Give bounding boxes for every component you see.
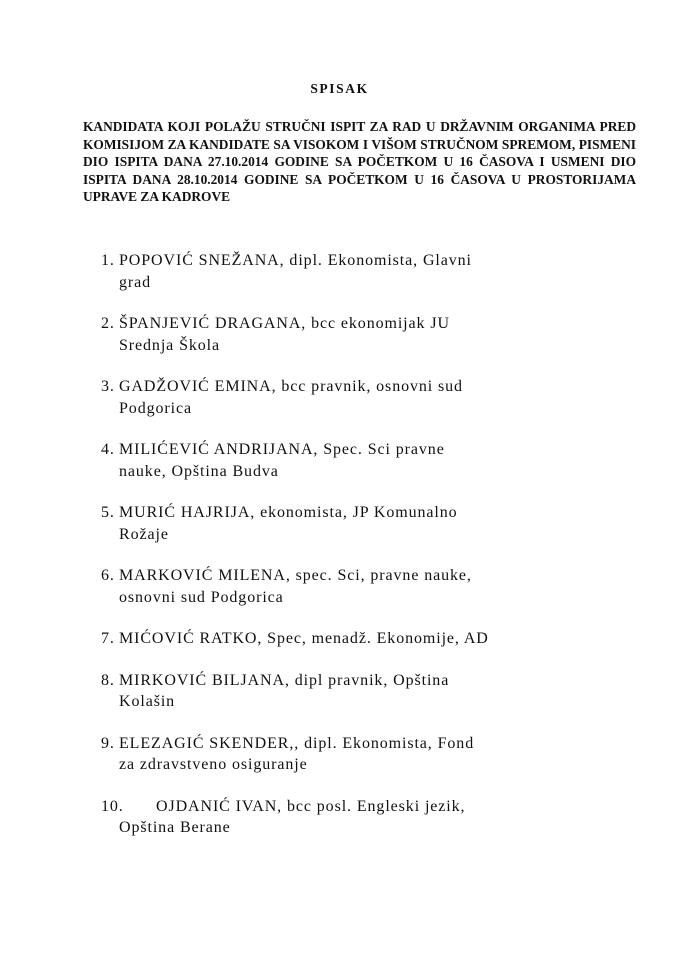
item-text: nauke, Opština Budva bbox=[119, 462, 279, 480]
item-number: 6. bbox=[101, 567, 115, 584]
item-text: ŠPANJEVIĆ DRAGANA, bcc ekonomijak JU bbox=[119, 315, 450, 332]
list-item bbox=[101, 628, 601, 650]
item-text: Podgorica bbox=[119, 399, 192, 417]
item-text: za zdravstveno osiguranje bbox=[119, 756, 308, 773]
list-item bbox=[101, 796, 601, 839]
item-number: 10. bbox=[101, 797, 124, 815]
item-text: Kolašin bbox=[119, 693, 176, 710]
item-text: GADŽOVIĆ EMINA, bcc pravnik, osnovni sud bbox=[119, 378, 463, 395]
item-text: osnovni sud Podgorica bbox=[119, 588, 284, 606]
item-number: 4. bbox=[101, 441, 115, 458]
list-item bbox=[101, 502, 601, 545]
item-text: ELEZAGIĆ SKENDER,, dipl. Ekonomista, Fond bbox=[119, 734, 475, 752]
item-text: Srednja Škola bbox=[119, 336, 221, 354]
list-item bbox=[101, 733, 601, 776]
item-text: MARKOVIĆ MILENA, spec. Sci, pravne nauke, bbox=[119, 567, 472, 584]
item-text: OJDANIĆ IVAN, bcc posl. Engleski jezik, bbox=[156, 797, 466, 815]
item-number: 2. bbox=[101, 315, 115, 332]
item-text: MIRKOVIĆ BILJANA, dipl pravnik, Opština bbox=[119, 671, 450, 689]
item-text: Rožaje bbox=[119, 525, 169, 543]
list-item bbox=[101, 376, 601, 419]
item-number: 5. bbox=[101, 504, 115, 521]
list-item bbox=[101, 313, 601, 356]
list-item bbox=[101, 250, 601, 293]
item-number: 9. bbox=[101, 734, 115, 752]
item-number: 8. bbox=[101, 671, 115, 689]
list-item bbox=[101, 439, 601, 482]
item-text: MURIĆ HAJRIJA, ekonomista, JP Komunalno bbox=[119, 504, 458, 521]
candidate-list bbox=[101, 250, 601, 859]
item-text: grad bbox=[119, 273, 152, 291]
document-subtitle: KANDIDATA KOJI POLAŽU STRUČNI ISPIT ZA RAD U DRŽAVNIM ORGANIMA PRED KOMISIJOM ZA KANDIDATE SA VISOKOM I VIŠOM STRUČNOM SPREMOM, PISMENI DIO ISPITA DANA 27.10.2014 GODINE SA POČETKOM U 16 ČASOVA I USMENI DIO ISPITA DANA 28.10.2014 GODINE SA POČETKOM U 16 ČASOVA U PROSTORIJAMA UPRAVE ZA KADROVE bbox=[83, 119, 636, 205]
item-number: 3. bbox=[101, 378, 115, 395]
item-text: Opština Berane bbox=[119, 819, 231, 836]
item-number: 7. bbox=[101, 630, 115, 647]
item-text: MILIĆEVIĆ ANDRIJANA, Spec. Sci pravne bbox=[119, 441, 445, 458]
item-number: 1. bbox=[101, 252, 115, 269]
item-text: MIĆOVIĆ RATKO, Spec, menadž. Ekonomije, AD bbox=[119, 630, 489, 647]
page-title: SPISAK bbox=[310, 81, 369, 96]
item-text: POPOVIĆ SNEŽANA, dipl. Ekonomista, Glavni bbox=[119, 252, 472, 269]
list-item bbox=[101, 670, 601, 713]
list-item bbox=[101, 565, 601, 608]
